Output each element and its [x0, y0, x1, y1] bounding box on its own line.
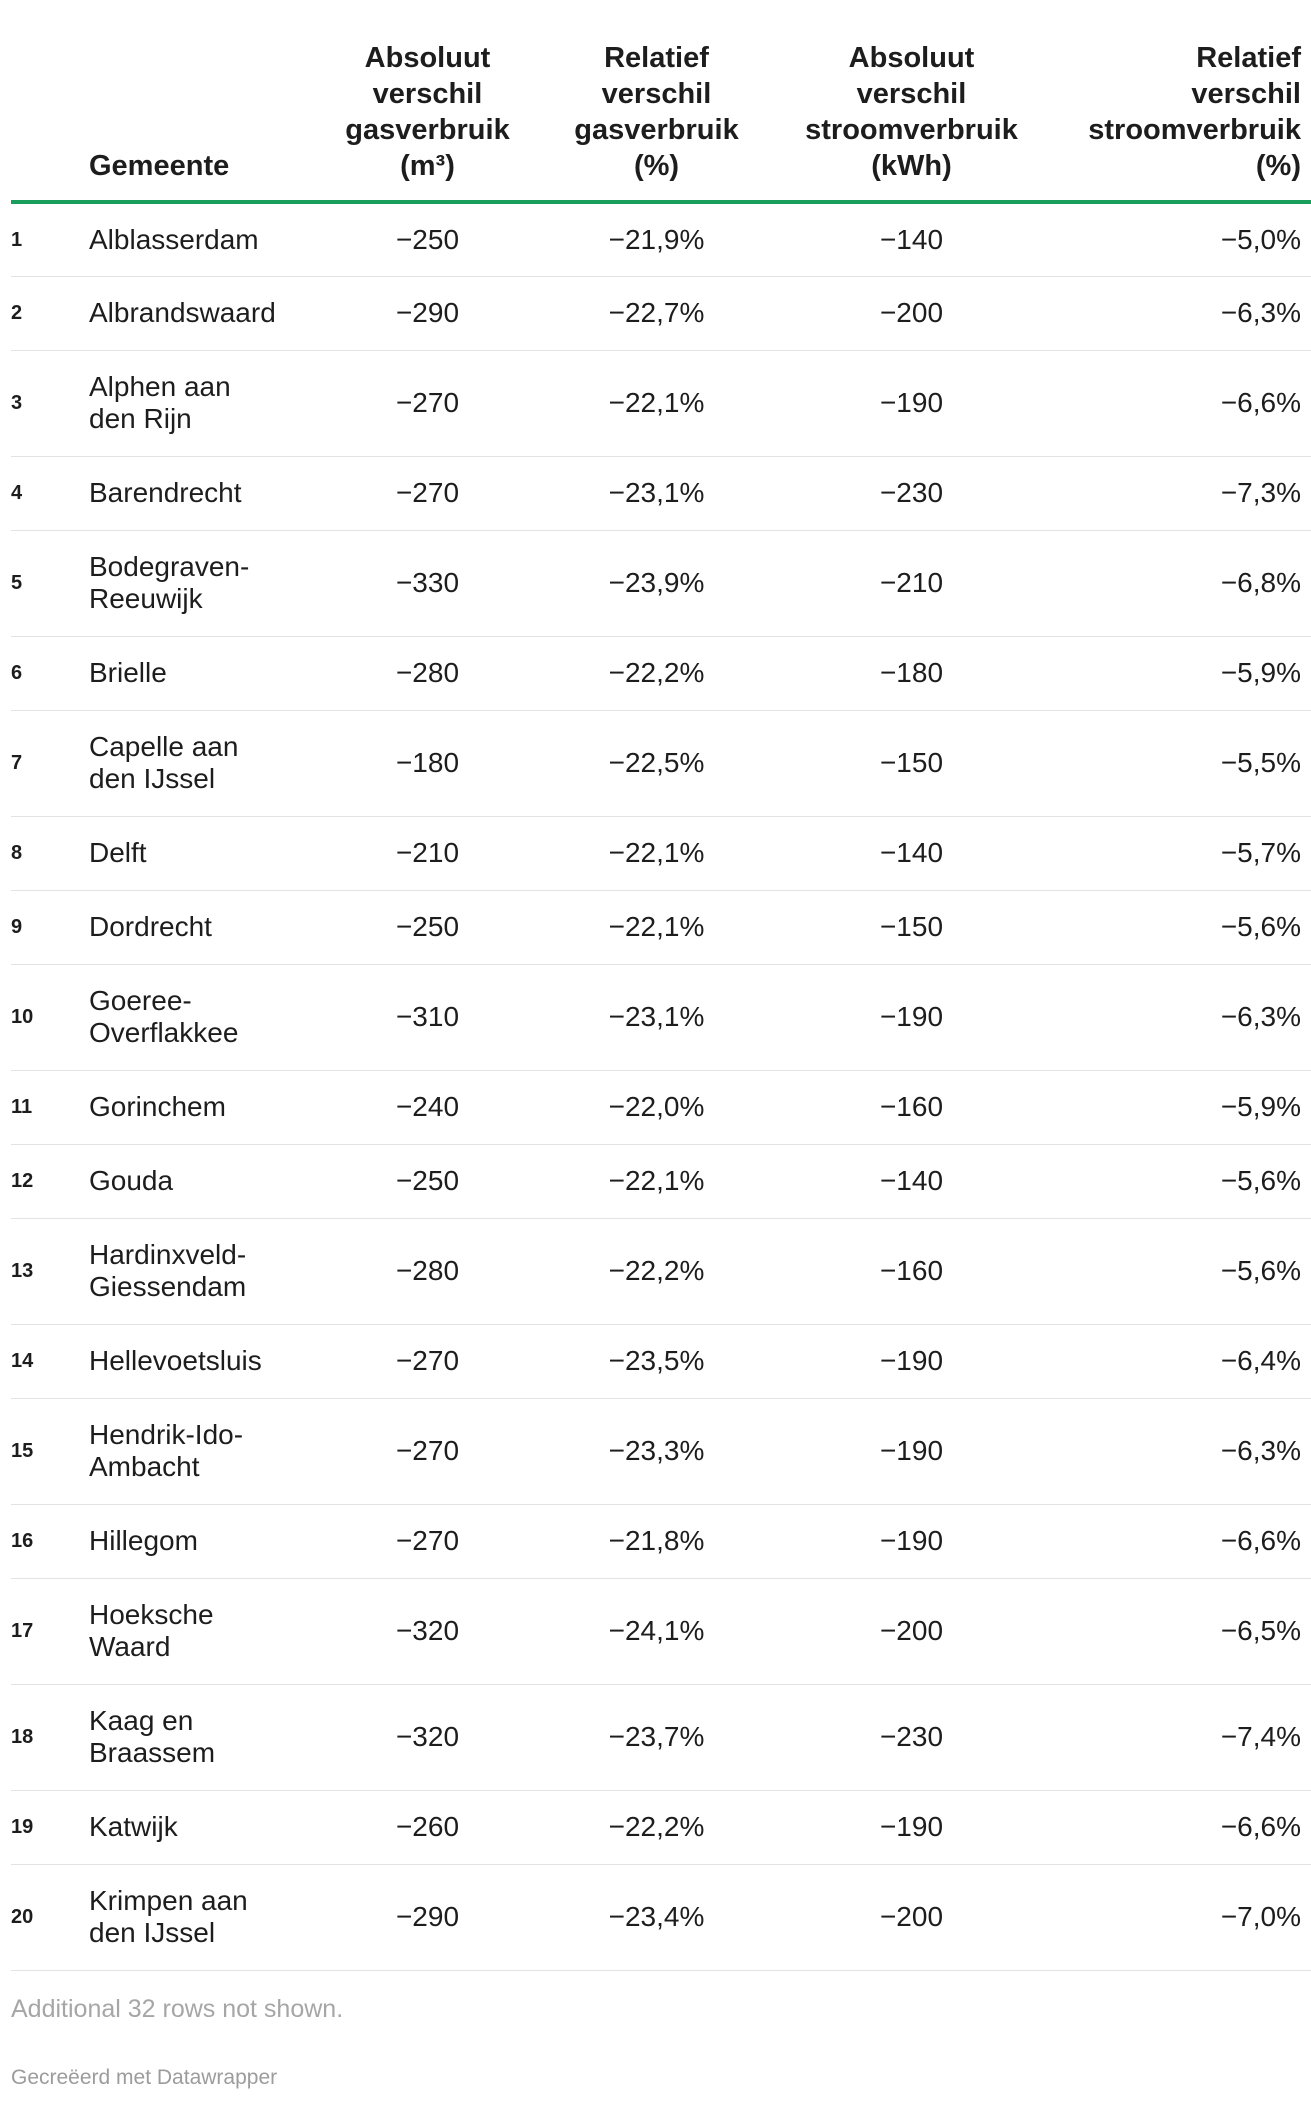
row-electricity-absolute: −190 — [779, 1324, 1044, 1398]
row-gas-relative: −22,1% — [534, 1144, 779, 1218]
gemeente-name-line: Brielle — [89, 657, 167, 688]
row-gas-relative: −21,9% — [534, 202, 779, 276]
header-line: Absoluut — [364, 42, 491, 74]
row-electricity-relative: −7,0% — [1044, 1864, 1311, 1970]
row-gemeente — [89, 816, 321, 890]
row-rank: 5 — [11, 530, 89, 636]
row-electricity-absolute: −190 — [779, 1790, 1044, 1864]
header-line: (%) — [633, 150, 680, 182]
row-rank: 18 — [11, 1684, 89, 1790]
header-line: verschil — [856, 78, 967, 110]
header-rank — [11, 40, 89, 202]
table-row — [11, 964, 1311, 1070]
row-gemeente — [89, 1324, 321, 1398]
table-body — [11, 202, 1311, 1970]
header-electricity-relative[interactable] — [1044, 40, 1311, 202]
row-gas-absolute: −180 — [321, 710, 534, 816]
row-gas-relative: −23,1% — [534, 964, 779, 1070]
gemeente-name-line: Katwijk — [89, 1811, 178, 1842]
header-line: stroomverbruik — [1088, 114, 1301, 146]
table-row — [11, 276, 1311, 350]
row-gas-absolute: −330 — [321, 530, 534, 636]
row-electricity-relative: −6,3% — [1044, 964, 1311, 1070]
gemeente-name-line: Hardinxveld- — [89, 1239, 247, 1270]
header-line: gasverbruik — [345, 114, 510, 146]
header-electricity-absolute[interactable] — [779, 40, 1044, 202]
row-electricity-relative: −6,4% — [1044, 1324, 1311, 1398]
row-electricity-absolute: −210 — [779, 530, 1044, 636]
row-electricity-absolute: −190 — [779, 350, 1044, 456]
row-electricity-relative: −5,6% — [1044, 1144, 1311, 1218]
row-electricity-absolute: −140 — [779, 202, 1044, 276]
row-electricity-absolute: −190 — [779, 1504, 1044, 1578]
gemeente-name-line: den Rijn — [89, 403, 192, 434]
row-gas-absolute: −250 — [321, 202, 534, 276]
row-gas-relative: −22,1% — [534, 350, 779, 456]
row-electricity-relative: −6,6% — [1044, 350, 1311, 456]
row-rank: 13 — [11, 1218, 89, 1324]
row-rank: 8 — [11, 816, 89, 890]
row-rank: 20 — [11, 1864, 89, 1970]
row-gas-absolute: −290 — [321, 1864, 534, 1970]
row-gas-relative: −24,1% — [534, 1578, 779, 1684]
row-electricity-absolute: −190 — [779, 1398, 1044, 1504]
row-electricity-relative: −5,7% — [1044, 816, 1311, 890]
gemeente-name-line: Waard — [89, 1631, 171, 1662]
table-row — [11, 1144, 1311, 1218]
row-rank: 15 — [11, 1398, 89, 1504]
row-electricity-relative: −7,4% — [1044, 1684, 1311, 1790]
row-electricity-absolute: −190 — [779, 964, 1044, 1070]
row-gas-absolute: −270 — [321, 1324, 534, 1398]
gemeente-name-line: Albrandswaard — [89, 297, 276, 328]
row-gas-absolute: −270 — [321, 456, 534, 530]
table-row — [11, 816, 1311, 890]
gemeente-name-line: Delft — [89, 837, 147, 868]
gemeente-name-line: Hillegom — [89, 1525, 198, 1556]
row-rank: 17 — [11, 1578, 89, 1684]
table-row — [11, 1070, 1311, 1144]
row-gas-absolute: −320 — [321, 1684, 534, 1790]
row-electricity-absolute: −200 — [779, 1864, 1044, 1970]
row-electricity-relative: −6,6% — [1044, 1504, 1311, 1578]
row-rank: 4 — [11, 456, 89, 530]
row-gas-absolute: −260 — [321, 1790, 534, 1864]
row-electricity-relative: −5,5% — [1044, 710, 1311, 816]
header-line: (%) — [1255, 150, 1301, 182]
row-gemeente — [89, 710, 321, 816]
row-rank: 19 — [11, 1790, 89, 1864]
header-line: (kWh) — [871, 150, 952, 182]
table-row — [11, 1790, 1311, 1864]
table-row — [11, 530, 1311, 636]
row-gas-absolute: −270 — [321, 350, 534, 456]
gemeente-name-line: Dordrecht — [89, 911, 212, 942]
header-line: gasverbruik — [574, 114, 739, 146]
row-gas-relative: −22,2% — [534, 636, 779, 710]
table-row — [11, 890, 1311, 964]
row-gas-absolute: −270 — [321, 1398, 534, 1504]
gemeente-name-line: Braassem — [89, 1737, 216, 1768]
row-gas-relative: −22,2% — [534, 1218, 779, 1324]
row-electricity-absolute: −150 — [779, 710, 1044, 816]
row-gemeente — [89, 1864, 321, 1970]
gemeente-name-line: Goeree- — [89, 985, 192, 1016]
row-gas-absolute: −240 — [321, 1070, 534, 1144]
header-line: Relatief — [1196, 42, 1301, 74]
row-rank: 9 — [11, 890, 89, 964]
row-gas-absolute: −320 — [321, 1578, 534, 1684]
table-row — [11, 1398, 1311, 1504]
row-gas-relative: −22,2% — [534, 1790, 779, 1864]
header-line: stroomverbruik — [805, 114, 1018, 146]
row-gas-relative: −23,1% — [534, 456, 779, 530]
row-rank: 2 — [11, 276, 89, 350]
gemeente-name-line: Alphen aan — [89, 371, 231, 402]
row-gemeente — [89, 1398, 321, 1504]
gemeente-name-line: Giessendam — [89, 1271, 247, 1302]
row-gas-absolute: −290 — [321, 276, 534, 350]
row-electricity-absolute: −200 — [779, 1578, 1044, 1684]
row-gemeente — [89, 456, 321, 530]
gemeente-name-line: Krimpen aan — [89, 1885, 248, 1916]
row-rank: 3 — [11, 350, 89, 456]
gemeente-name-line: Alblasserdam — [89, 223, 259, 255]
row-rank: 11 — [11, 1070, 89, 1144]
row-rank: 10 — [11, 964, 89, 1070]
header-line: verschil — [601, 78, 712, 110]
row-rank: 1 — [11, 202, 89, 276]
table-row — [11, 1324, 1311, 1398]
row-gas-relative: −22,0% — [534, 1070, 779, 1144]
gemeente-name-line: Gorinchem — [89, 1091, 226, 1122]
gemeente-name-line: Barendrecht — [89, 477, 242, 508]
row-gemeente — [89, 890, 321, 964]
gemeente-name-line: Hoeksche — [89, 1599, 214, 1630]
row-electricity-relative: −5,9% — [1044, 636, 1311, 710]
table-row — [11, 1864, 1311, 1970]
row-gas-relative: −22,5% — [534, 710, 779, 816]
row-gemeente — [89, 1070, 321, 1144]
row-rank: 12 — [11, 1144, 89, 1218]
header-line: Relatief — [604, 42, 709, 74]
gemeente-name-line: Hendrik-Ido- — [89, 1419, 244, 1450]
table-row — [11, 350, 1311, 456]
header-line: Absoluut — [848, 42, 975, 74]
row-gemeente — [89, 530, 321, 636]
row-gemeente — [89, 1790, 321, 1864]
row-electricity-relative: −6,3% — [1044, 1398, 1311, 1504]
row-electricity-relative: −5,0% — [1044, 202, 1311, 276]
gemeente-name-line: den IJssel — [89, 1917, 216, 1948]
row-electricity-relative: −7,3% — [1044, 456, 1311, 530]
row-gas-relative: −23,5% — [534, 1324, 779, 1398]
table-row — [11, 1218, 1311, 1324]
gemeente-name-line: Gouda — [89, 1165, 174, 1196]
table-row — [11, 1504, 1311, 1578]
row-rank: 14 — [11, 1324, 89, 1398]
row-electricity-absolute: −150 — [779, 890, 1044, 964]
table-header — [11, 40, 1311, 202]
row-gas-absolute: −310 — [321, 964, 534, 1070]
rows-not-shown-note: Additional 32 rows not shown. — [11, 1995, 344, 2023]
row-electricity-absolute: −200 — [779, 276, 1044, 350]
row-electricity-relative: −6,5% — [1044, 1578, 1311, 1684]
row-electricity-absolute: −160 — [779, 1070, 1044, 1144]
gemeente-name-line: Ambacht — [89, 1451, 200, 1482]
row-gas-relative: −22,7% — [534, 276, 779, 350]
gemeente-name-line: den IJssel — [89, 763, 216, 794]
row-gemeente — [89, 202, 321, 276]
row-gemeente — [89, 1684, 321, 1790]
gemeente-name-line: Capelle aan — [89, 731, 239, 762]
datawrapper-credit: Gecreëerd met Datawrapper — [11, 2066, 278, 2089]
energy-usage-table — [11, 40, 1311, 1971]
row-gas-relative: −23,7% — [534, 1684, 779, 1790]
row-gas-relative: −21,8% — [534, 1504, 779, 1578]
row-electricity-relative: −6,6% — [1044, 1790, 1311, 1864]
table-row — [11, 456, 1311, 530]
header-gemeente[interactable]: Gemeente — [89, 40, 321, 202]
row-electricity-relative: −5,9% — [1044, 1070, 1311, 1144]
row-gemeente — [89, 636, 321, 710]
row-gemeente — [89, 1504, 321, 1578]
gemeente-name-line: Kaag en — [89, 1705, 194, 1736]
row-gemeente — [89, 1144, 321, 1218]
row-rank: 6 — [11, 636, 89, 710]
row-gas-relative: −23,9% — [534, 530, 779, 636]
row-gas-relative: −23,4% — [534, 1864, 779, 1970]
row-electricity-relative: −6,8% — [1044, 530, 1311, 636]
gemeente-name-line: Bodegraven- — [89, 551, 250, 582]
header-line: (m³) — [400, 150, 455, 182]
row-gas-absolute: −280 — [321, 1218, 534, 1324]
row-gas-relative: −22,1% — [534, 890, 779, 964]
row-gas-absolute: −270 — [321, 1504, 534, 1578]
row-electricity-absolute: −230 — [779, 456, 1044, 530]
row-gas-absolute: −250 — [321, 1144, 534, 1218]
row-gemeente — [89, 276, 321, 350]
row-gemeente — [89, 350, 321, 456]
table-row — [11, 202, 1311, 276]
row-gas-absolute: −250 — [321, 890, 534, 964]
row-gemeente — [89, 1578, 321, 1684]
row-rank: 16 — [11, 1504, 89, 1578]
row-gas-absolute: −280 — [321, 636, 534, 710]
row-gas-absolute: −210 — [321, 816, 534, 890]
row-gemeente — [89, 1218, 321, 1324]
gemeente-name-line: Reeuwijk — [89, 583, 203, 614]
row-electricity-relative: −5,6% — [1044, 890, 1311, 964]
row-gemeente — [89, 964, 321, 1070]
header-gas-absolute[interactable] — [321, 40, 534, 202]
row-electricity-absolute: −140 — [779, 816, 1044, 890]
row-rank: 7 — [11, 710, 89, 816]
header-gas-relative[interactable] — [534, 40, 779, 202]
gemeente-name-line: Overflakkee — [89, 1017, 239, 1048]
row-electricity-relative: −6,3% — [1044, 276, 1311, 350]
header-line: verschil — [372, 78, 483, 110]
row-gas-relative: −22,1% — [534, 816, 779, 890]
row-electricity-absolute: −140 — [779, 1144, 1044, 1218]
header-line: verschil — [1191, 78, 1301, 110]
row-electricity-relative: −5,6% — [1044, 1218, 1311, 1324]
row-gas-relative: −23,3% — [534, 1398, 779, 1504]
row-electricity-absolute: −180 — [779, 636, 1044, 710]
table-row — [11, 1684, 1311, 1790]
row-electricity-absolute: −230 — [779, 1684, 1044, 1790]
table-row — [11, 636, 1311, 710]
gemeente-name-line: Hellevoetsluis — [89, 1345, 262, 1376]
row-electricity-absolute: −160 — [779, 1218, 1044, 1324]
table-row — [11, 1578, 1311, 1684]
table-row — [11, 710, 1311, 816]
